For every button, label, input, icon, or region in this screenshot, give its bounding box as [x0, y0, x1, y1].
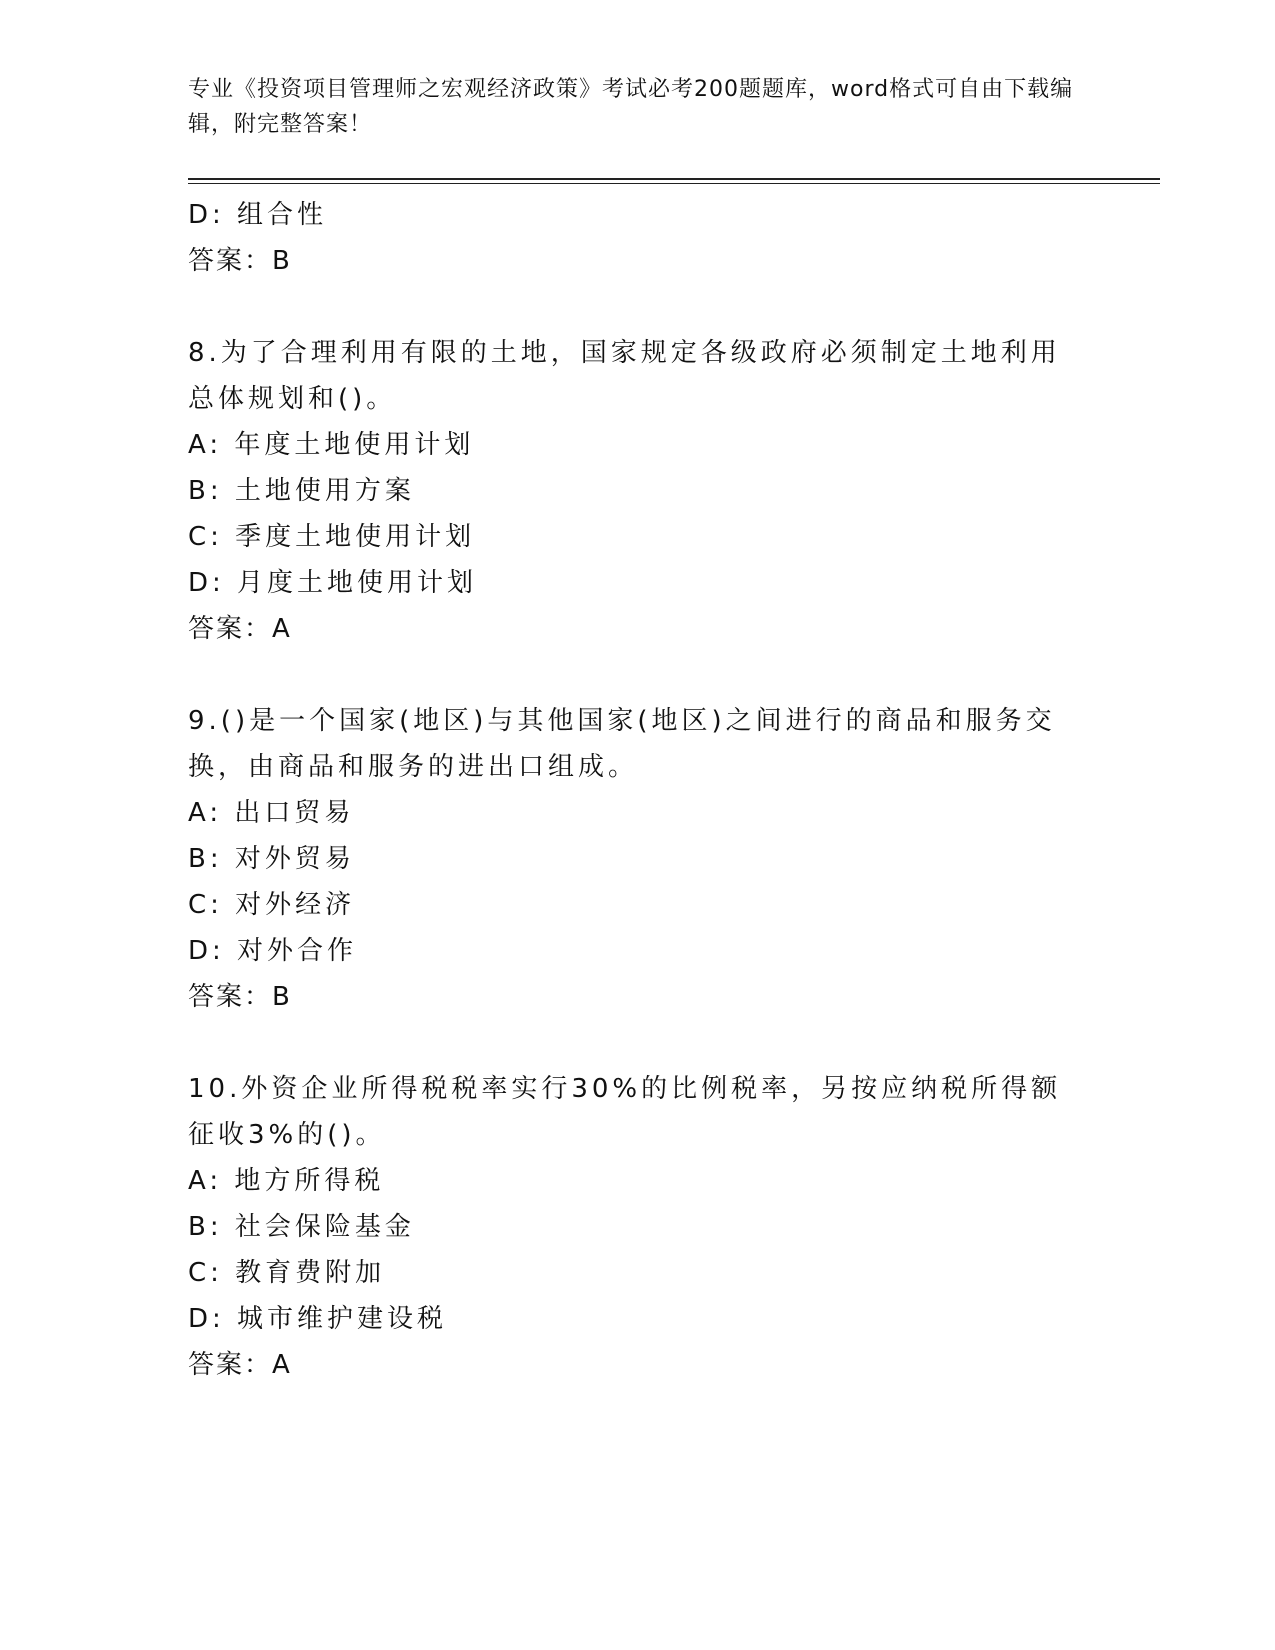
header-divider	[188, 178, 1160, 184]
option-d: D: 城市维护建设税	[188, 1304, 448, 1334]
question-9	[188, 698, 1088, 1020]
question-8	[188, 330, 1088, 652]
option-b: B: 对外贸易	[188, 844, 355, 874]
option-d: D: 组合性	[188, 200, 328, 230]
option-b: B: 土地使用方案	[188, 476, 415, 506]
answer-line: 答案：B	[188, 982, 292, 1012]
question-text: 10.外资企业所得税税率实行30%的比例税率，另按应纳税所得额征收3%的()。	[188, 1074, 1062, 1150]
question-text: 8.为了合理利用有限的土地，国家规定各级政府必须制定土地利用总体规划和()。	[188, 338, 1061, 414]
option-a: A: 出口贸易	[188, 798, 355, 828]
option-c: C: 教育费附加	[188, 1258, 386, 1288]
option-b: B: 社会保险基金	[188, 1212, 415, 1242]
previous-question-tail	[188, 192, 1088, 284]
question-text: 9.()是一个国家(地区)与其他国家(地区)之间进行的商品和服务交换，由商品和服务的进出口组成。	[188, 706, 1056, 782]
option-a: A: 地方所得税	[188, 1166, 385, 1196]
answer-line: 答案：B	[188, 246, 292, 276]
answer-line: 答案：A	[188, 614, 292, 644]
option-d: D: 月度土地使用计划	[188, 568, 478, 598]
document-content	[188, 192, 1088, 1388]
option-c: C: 季度土地使用计划	[188, 522, 476, 552]
option-a: A: 年度土地使用计划	[188, 430, 475, 460]
question-10	[188, 1066, 1088, 1388]
option-c: C: 对外经济	[188, 890, 356, 920]
option-d: D: 对外合作	[188, 936, 358, 966]
answer-line: 答案：A	[188, 1350, 292, 1380]
page-header: 专业《投资项目管理师之宏观经济政策》考试必考200题题库，word格式可自由下载编辑，附完整答案！	[188, 77, 1074, 137]
